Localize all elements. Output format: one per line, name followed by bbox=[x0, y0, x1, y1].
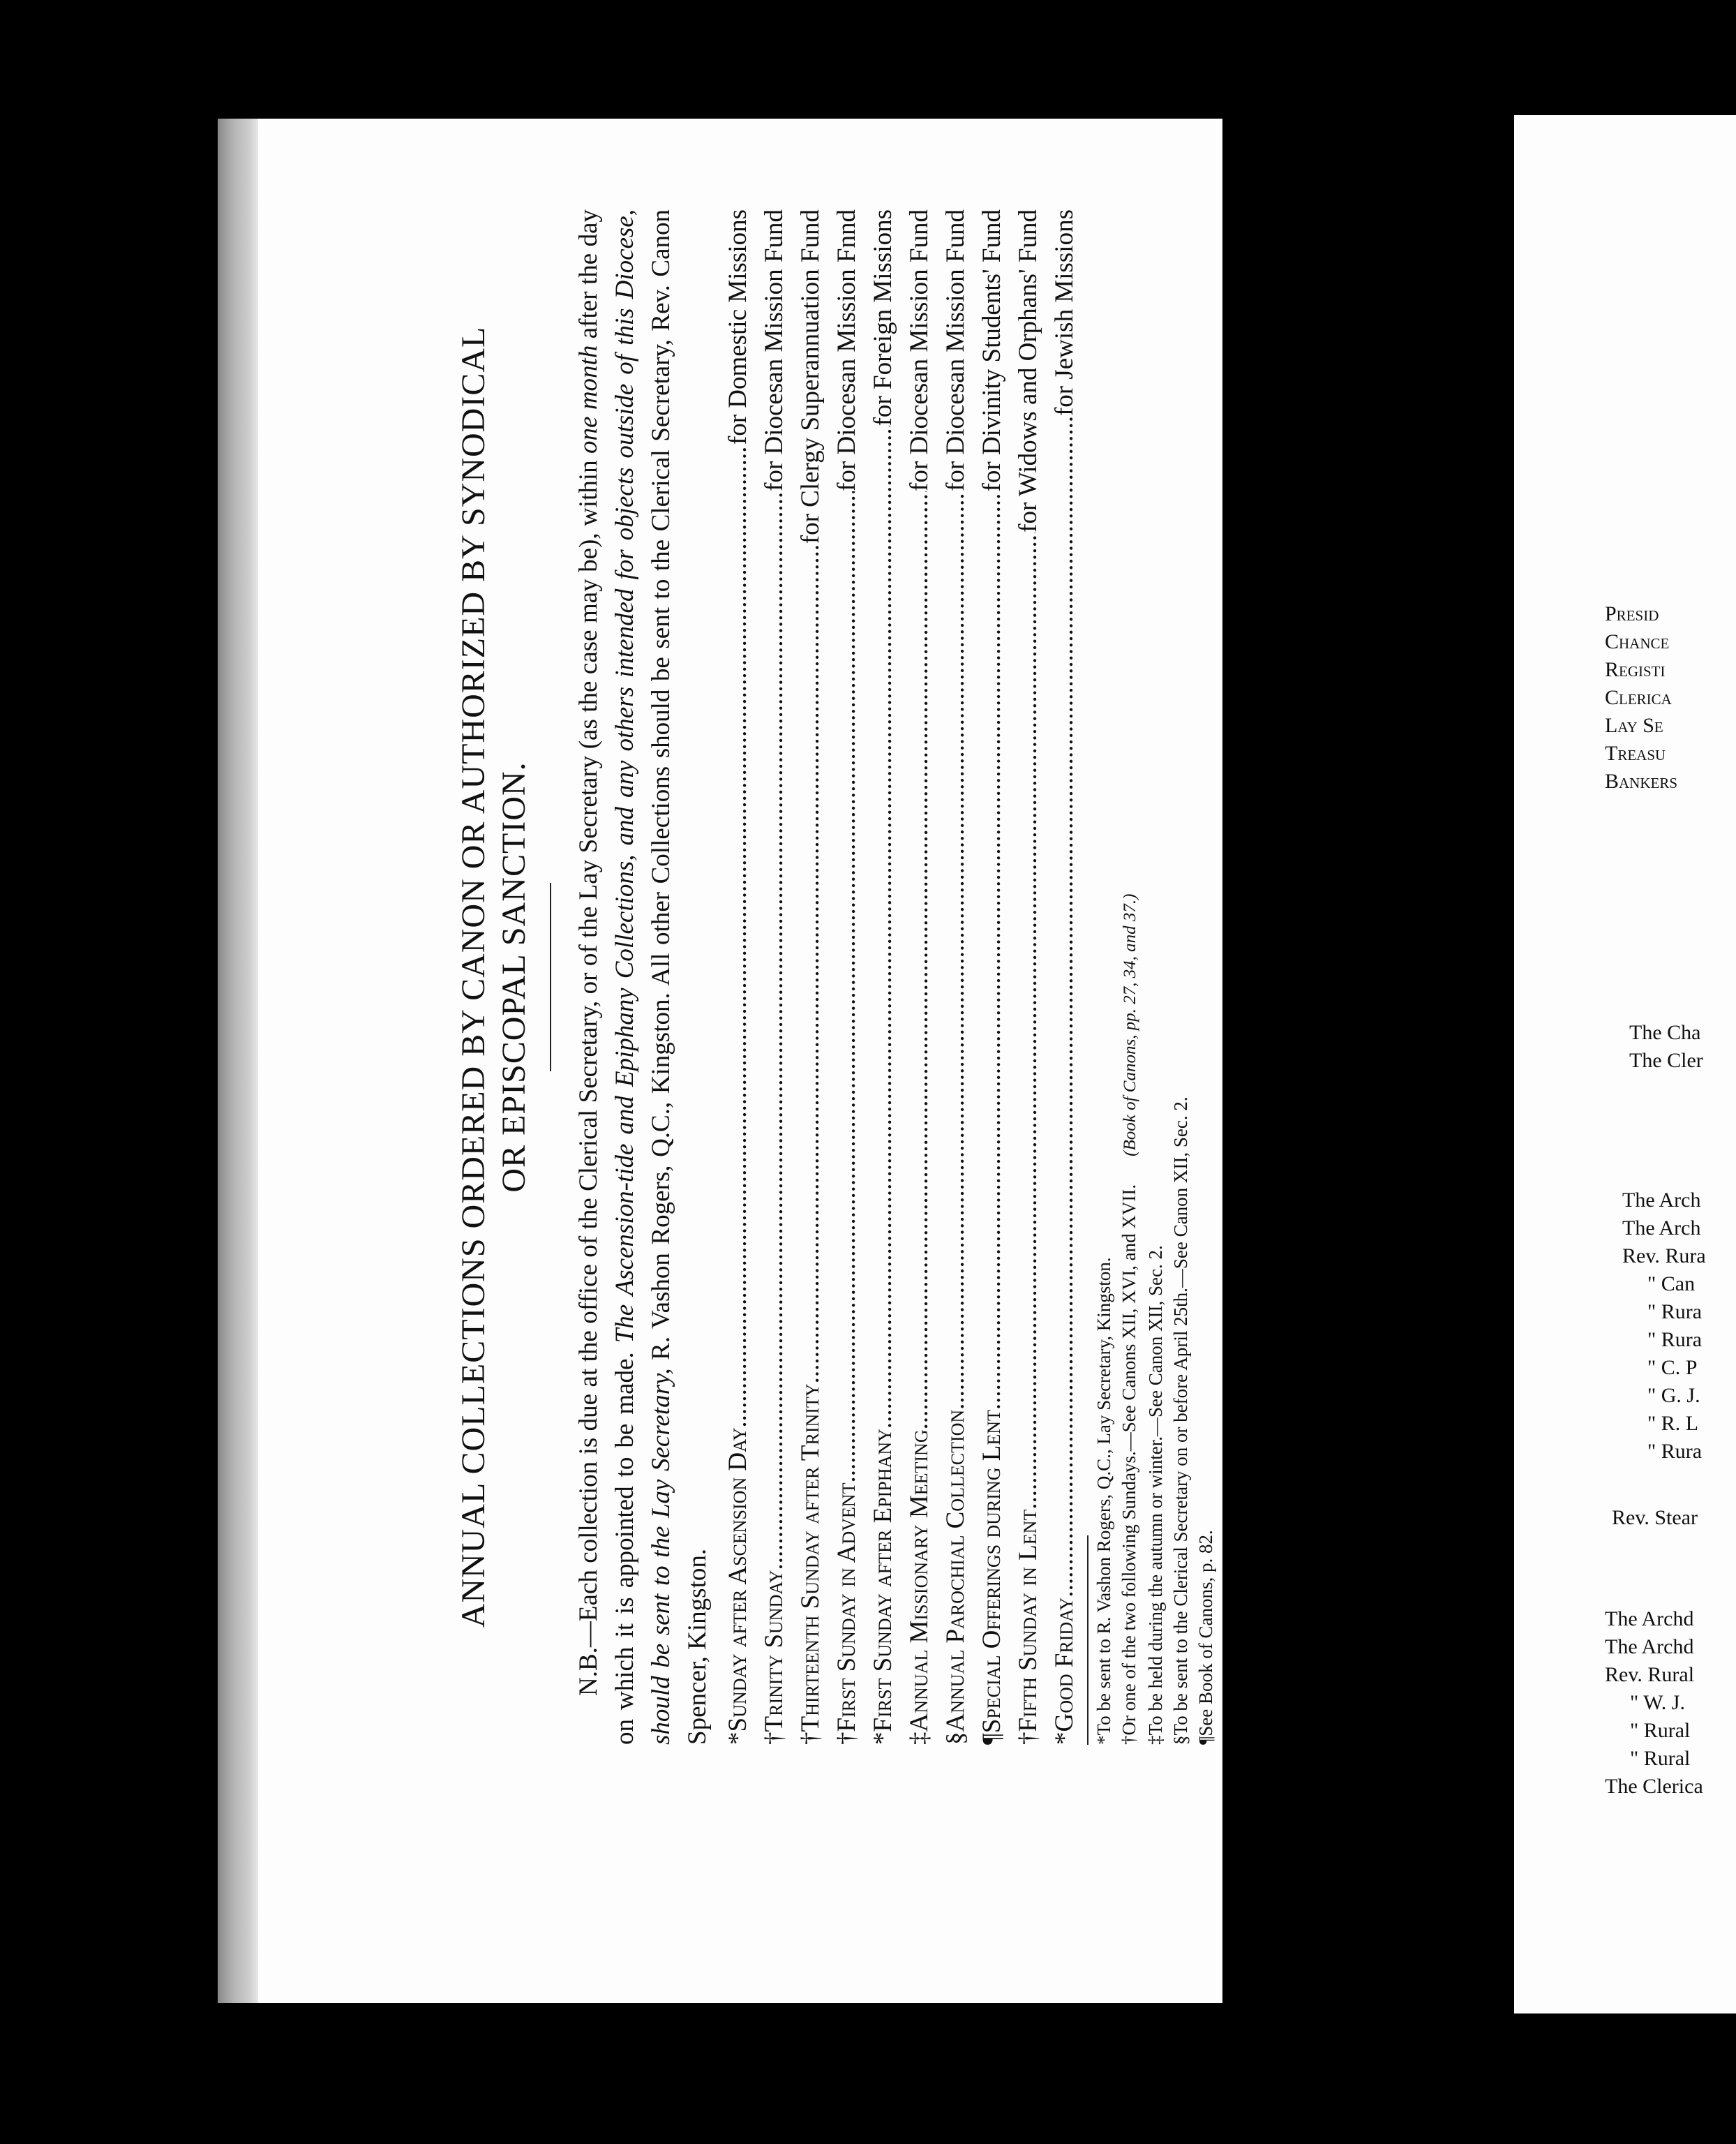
committee-line: " Rural bbox=[1630, 1719, 1691, 1742]
footnote-rule bbox=[1087, 1535, 1088, 1745]
officer-label: Registi bbox=[1605, 658, 1666, 681]
nb-paragraph: N.B.—Each collection is due at the office of the Clerical Secretary, or of the Lay Secretary (as the case may be), within one month after the day on which it is appointed to be made. The Ascension-tide and Epiphany Collections, and any others intended for objects outside of this Diocese, should be sent to the Lay Secretary, R. Vashon Rogers, Q.C., Kingston. All other Collections should be sent to the Clerical Secretary, Rev. Canon Spencer, Kingston. bbox=[574, 209, 712, 1745]
title-line-2: OR EPISCOPAL SANCTION. bbox=[495, 761, 532, 1193]
collection-row: §Annual Parochial Collection ..... for Diocesan Mission Fund bbox=[938, 209, 974, 1745]
footnote: §To be sent to the Clerical Secretary on or before April 25th.—See Canon XII, Sec. 2. bbox=[1170, 1096, 1191, 1745]
collection-row: †Thirteenth Sunday after Trinity ..... for Clergy Superannuation Fund bbox=[793, 209, 829, 1745]
committee-line: " Rural bbox=[1630, 1747, 1691, 1770]
committee-line: " Rura bbox=[1647, 1440, 1703, 1463]
officer-label: Clerica bbox=[1605, 686, 1672, 709]
page-edge bbox=[218, 119, 258, 2003]
footnotes bbox=[1091, 209, 1218, 1745]
committee-line: " C. P bbox=[1647, 1356, 1698, 1379]
collection-row: †First Sunday in Advent ..... for Diocesan Mission Fnnd bbox=[829, 209, 865, 1745]
committee-line: The Cha bbox=[1629, 1021, 1701, 1044]
committee-line: " Can bbox=[1647, 1272, 1696, 1295]
officer-label: Presid bbox=[1605, 602, 1659, 625]
committee-line: Rev. Rural bbox=[1605, 1663, 1695, 1686]
collection-row: ‡Annual Missionary Meeting ..... for Diocesan Mission Fund bbox=[901, 209, 938, 1745]
committee-line: The Arch bbox=[1622, 1216, 1701, 1240]
footnote: *To be sent to R. Vashon Rogers, Q.C., Lay Secretary, Kingston. bbox=[1093, 1257, 1114, 1745]
collection-row: ¶Special Offerings during Lent ..... for Divinity Students' Fund bbox=[974, 209, 1010, 1745]
footnote: ¶See Book of Canons, p. 82. bbox=[1195, 1530, 1216, 1745]
collection-row: *Good Friday ..... for Jewish Missions bbox=[1047, 209, 1083, 1745]
page-title bbox=[454, 209, 534, 1745]
officer-label: Treasu bbox=[1605, 742, 1666, 765]
committee-group-1 bbox=[1629, 1019, 1703, 1075]
committee-line: The Cler bbox=[1629, 1049, 1703, 1072]
title-line-1: ANNUAL COLLECTIONS ORDERED BY CANON OR AUTHORIZED BY SYNODICAL bbox=[455, 326, 492, 1628]
committee-line: " Rura bbox=[1647, 1300, 1703, 1323]
committee-line: " R. L bbox=[1647, 1412, 1699, 1435]
officer-label: Chance bbox=[1605, 630, 1670, 653]
committee-line: " W. J. bbox=[1630, 1691, 1685, 1714]
book-reference: (Book of Canons, pp. 27, 34, and 37.) bbox=[1121, 893, 1139, 1156]
collection-row: †Trinity Sunday ..... for Diocesan Mission Fund bbox=[756, 209, 793, 1745]
footnote: ‡To be held during the autumn or winter.—See Canon XII, Sec. 2. bbox=[1145, 1245, 1166, 1745]
committee-group-3 bbox=[1612, 1504, 1698, 1532]
footnote: †Or one of the two following Sundays.—See Canons XII, XVI, and XVII.(Book of Canons, pp. 27, 34, and 37.) bbox=[1118, 893, 1139, 1745]
officers-list bbox=[1605, 600, 1677, 796]
collection-row: †Fifth Sunday in Lent ..... for Widows and Orphans' Fund bbox=[1010, 209, 1047, 1745]
committee-line: The Arch bbox=[1622, 1189, 1701, 1212]
committee-group-2 bbox=[1622, 1186, 1706, 1466]
collections-list bbox=[720, 209, 1083, 1745]
title-rule bbox=[550, 883, 551, 1071]
committee-line: The Archd bbox=[1605, 1635, 1694, 1658]
committee-group-4 bbox=[1605, 1605, 1703, 1801]
officer-label: Lay Se bbox=[1605, 714, 1663, 737]
collection-row: *Sunday after Ascension Day ..... for Domestic Missions bbox=[720, 209, 756, 1745]
officer-label: Bankers bbox=[1605, 770, 1678, 793]
collections-block bbox=[454, 209, 1242, 1745]
committee-line: " G. J. bbox=[1647, 1384, 1700, 1407]
committee-line: Rev. Rura bbox=[1622, 1244, 1706, 1267]
committee-line: The Archd bbox=[1605, 1607, 1694, 1630]
collection-row: *First Sunday after Epiphany ..... for Foreign Missions bbox=[865, 209, 901, 1745]
committee-line: " Rura bbox=[1647, 1328, 1703, 1351]
committee-line: Rev. Stear bbox=[1612, 1506, 1698, 1529]
committee-line: The Clerica bbox=[1605, 1775, 1703, 1798]
